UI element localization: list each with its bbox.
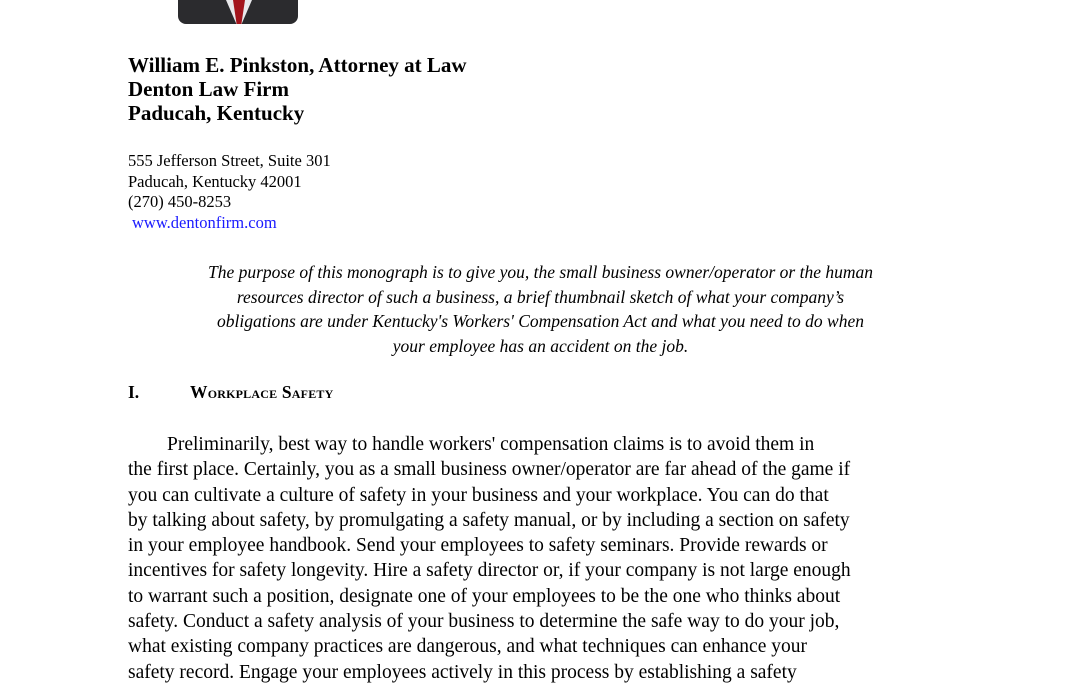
- body-line: you can cultivate a culture of safety in your business and your workplace. You can do that: [128, 484, 829, 506]
- body-line: to warrant such a position, designate one of your employees to be the one who thinks about: [128, 585, 841, 607]
- purpose-line: your employee has an accident on the job.: [392, 335, 689, 356]
- body-line: Preliminarily, best way to handle workers' compensation claims is to avoid them in: [128, 434, 815, 455]
- purpose-line: resources director of such a business, a brief thumbnail sketch of what your company’s: [236, 286, 845, 307]
- attorney-name: William E. Pinkston, Attorney at Law: [128, 53, 467, 77]
- purpose-line: obligations are under Kentucky's Workers' Compensation Act and what you need to do when: [217, 311, 864, 331]
- purpose-line: The purpose of this monograph is to give you, the small business owner/operator or the human: [208, 262, 873, 282]
- section-body: [128, 432, 953, 685]
- section-title: Workplace Safety: [190, 382, 334, 402]
- body-line: in your employee handbook. Send your employees to safety seminars. Provide rewards or: [128, 535, 828, 557]
- firm-name: Denton Law Firm: [128, 77, 289, 101]
- body-line: the first place. Certainly, you as a small business owner/operator are far ahead of the game if: [128, 459, 851, 481]
- letterhead: [128, 53, 467, 125]
- section-number: I.: [128, 382, 140, 402]
- purpose-statement: [128, 260, 953, 358]
- body-line: by talking about safety, by promulgating a safety manual, or by including a section on safety: [128, 509, 850, 531]
- body-line: safety record. Engage your employees actively in this process by establishing a safety: [128, 661, 797, 683]
- attorney-photo: [178, 0, 298, 24]
- body-line: safety. Conduct a safety analysis of your business to determine the safe way to do your job,: [128, 611, 840, 633]
- city-state-zip: Paducah, Kentucky 42001: [128, 171, 302, 191]
- contact-block: [128, 151, 331, 233]
- firm-location: Paducah, Kentucky: [128, 101, 305, 125]
- phone-number: (270) 450-8253: [128, 192, 232, 211]
- street-address: 555 Jefferson Street, Suite 301: [128, 151, 331, 170]
- body-line: what existing company practices are dangerous, and what techniques can enhance your: [128, 636, 807, 658]
- body-line: incentives for safety longevity. Hire a safety director or, if your company is not large enough: [128, 560, 851, 582]
- website-link[interactable]: www.dentonfirm.com: [132, 212, 277, 232]
